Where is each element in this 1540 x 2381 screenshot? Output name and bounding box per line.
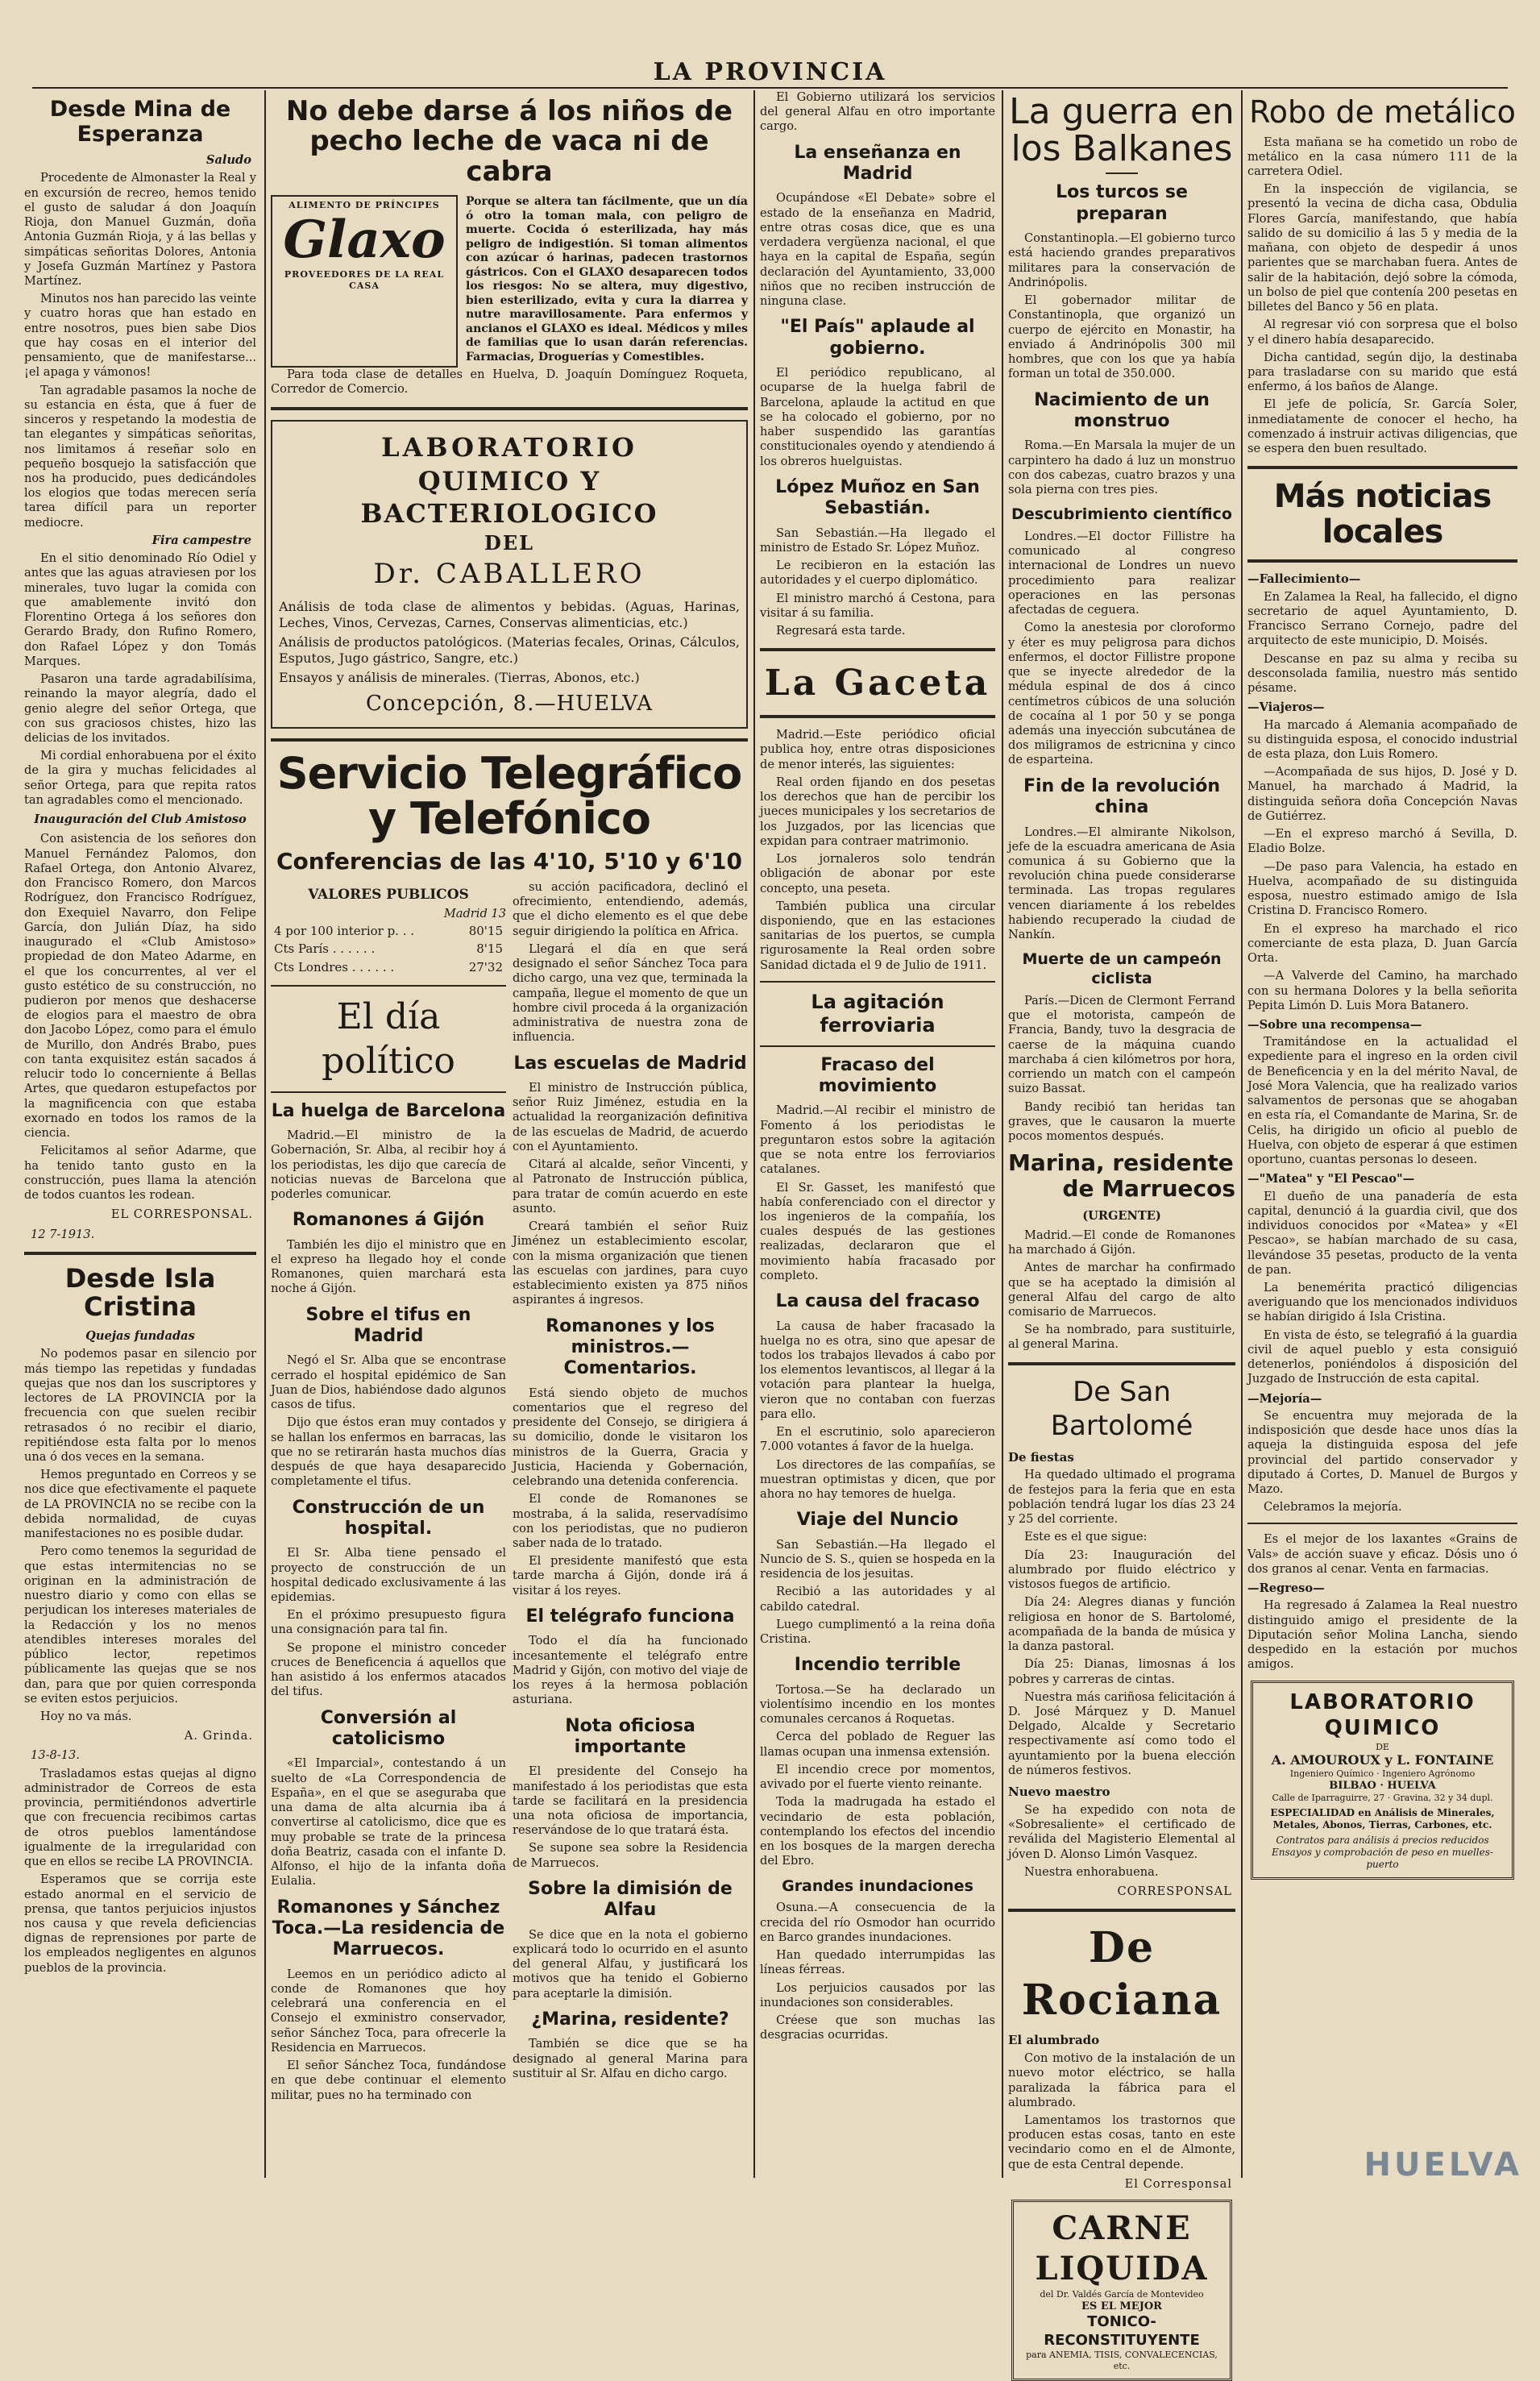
paragraph: El dueño de una panadería de esta capital, denunció á la guardia civil, que dos individuos conocidos por «Matea» y «El Pescao», se habían marchado de su casa, llevándose 35 pesetas, producto de la venta de pan.	[1247, 1189, 1517, 1277]
paragraph: Esta mañana se ha cometido un robo de metálico en la casa número 111 de la carretera Odiel.	[1247, 135, 1517, 178]
article-title: Robo de metálico	[1249, 94, 1516, 130]
lab-service: Ensayos y análisis de minerales. (Tierras, Abonos, etc.)	[279, 670, 640, 686]
paragraph: Ha marcado á Alemania acompañado de su distinguida esposa, el conocido industrial de esta plaza, don Luis Romero.	[1247, 717, 1517, 761]
section-heading: La agitación ferroviaria	[811, 990, 944, 1037]
glaxo-logo-box	[271, 195, 458, 368]
paragraph: Está siendo objeto de muchos comentarios que el regreso del presidente del Consejo, se dirigiera á su domicilio, donde le visitaron los ministros de la Guerra, Gracia y Justicia, Hacienda y Gobernación, celebrando una detenida conferencia.	[513, 1386, 748, 1489]
paragraph: Procedente de Almonaster la Real y en excursión de recreo, hemos tenido el gusto de saludar á don Joaquín Rioja, don Manuel Guzmán, doña Antonia Guzmán Rioja, y á las bellas y simpáticas señoritas Dolores, Antonia y Josefa Guzmán Martínez y Pastora Martínez.	[24, 171, 256, 288]
paragraph: Dijo que éstos eran muy contados y se hallan los enfermos en barracas, las que no se retirarán hasta muchos días después de que haya desaparecido completamente el tifus.	[271, 1415, 506, 1489]
paragraph: Felicitamos al señor Adarme, que ha tenido tanto gusto en la construcción, pues llama la atención de todos cuantos les rodean.	[24, 1144, 256, 1203]
article-title: Nacimiento de un monstruo	[1034, 389, 1210, 431]
paragraph: El jefe de policía, Sr. García Soler, inmediatamente de conocer el hecho, ha comenzado á instruir activas diligencias, que se espera den buen resultado.	[1247, 397, 1517, 456]
paragraph: Se ha nombrado, para sustituirle, al general Marina.	[1008, 1323, 1235, 1352]
paragraph: Créese que son muchas las desgracias ocurridas.	[760, 2013, 995, 2042]
section-subtitle: —"Matea" y "El Pescao"—	[1247, 1172, 1415, 1186]
article-title: Viaje del Nuncio	[796, 1510, 959, 1531]
signature: CORRESPONSAL	[1117, 1884, 1232, 1899]
paragraph: Este es el que sigue:	[1024, 1530, 1148, 1544]
valores-row	[271, 958, 506, 977]
paragraph: La causa de haber fracasado la huelga no es otra, sino que apesar de todos los trabajos llevados á cabo por los elementos levantiscos, al llegar á la votación para plantear la huelga, vieron que no contaban con fuerzas para ello.	[760, 1319, 995, 1421]
paragraph: Le recibieron en la estación las autoridades y el cuerpo diplomático.	[760, 559, 995, 588]
valores-value: 27'32	[468, 960, 503, 974]
lab-service: Análisis de toda clase de alimentos y bebidas. (Aguas, Harinas, Leches, Vinos, Cervezas, Carnes, Conservas alimenticias, etc.)	[279, 599, 740, 631]
column-divider	[264, 90, 266, 2178]
section-banner: Servicio Telegráfico y Telefónico	[276, 747, 742, 845]
article-title: Marina, residente	[1008, 1149, 1234, 1177]
divider	[1008, 1909, 1235, 1912]
section-heading: De San Bartolomé	[1050, 1375, 1193, 1443]
divider	[271, 1091, 506, 1093]
section-subtitle: —Mejoría—	[1247, 1391, 1322, 1406]
quimico-weights: Ensayos y comprobación de peso en muelles-puerto	[1272, 1847, 1493, 1871]
divider	[1008, 1362, 1235, 1365]
paragraph: —De paso para Valencia, ha estado en Huelva, acompañado de su distinguida esposa, nuestro estimado amigo de Isla Cristina D. Francisco Romero.	[1247, 859, 1517, 918]
section-subtitle: Nuevo maestro	[1008, 1785, 1110, 1800]
paragraph: Trasladamos estas quejas al digno administrador de Correos de esta provincia, permitiéndonos advertirle que con frecuencia recibimos cartas de otros pueblos lamentándose igualmente de la irregularidad con que en ellos se recibe LA PROVINCIA.	[24, 1766, 256, 1869]
watermark-text: HUELVA	[1364, 2146, 1522, 2184]
carne-liquida-advertisement	[1011, 2200, 1232, 2381]
quimico-specialty: ESPECIALIDAD en Análisis de Minerales, Metales, Abonos, Tierras, Carbones, etc.	[1270, 1807, 1495, 1831]
paragraph: Tramitándose en la actualidad el expediente para el ingreso en la orden civil de Beneficencia y en la del mérito Naval, de José Mora Valencia, que ha realizado varios salvamentos de personas que se ahogaban en esta ría, el Comandante de Marina, Sr. de Celis, ha dirigido un oficio al pueblo de Huelva, con objeto de esperar á que estimen oportuno, cuantas personas lo deseen.	[1247, 1035, 1517, 1167]
article-title: Sobre la dimisión de Alfau	[528, 1878, 733, 1921]
column-6	[1247, 90, 1517, 2178]
paragraph: Los jornaleros solo tendrán obligación de abonar por este concepto, una peseta.	[760, 852, 995, 895]
paragraph: Dicha cantidad, según dijo, la destinaba para trasladarse con su marido que está enfermo, á los baños de Alange.	[1247, 350, 1517, 394]
paragraph: —A Valverde del Camino, ha marchado con su hermana Dolores y la bella señorita Pepita Limón D. Luis Mora Batanero.	[1247, 969, 1517, 1012]
paragraph: En el próximo presupuesto figura una consignación para tal fin.	[271, 1608, 506, 1637]
paragraph: Día 24: Alegres dianas y función religiosa en honor de S. Bartolomé, acompañada de la banda de música y la danza pastoral.	[1008, 1595, 1235, 1654]
quimico-de: DE	[1376, 1741, 1389, 1752]
paragraph: En la inspección de vigilancia, se presentó la vecina de dicha casa, Obdulia Flores García, manifestando, que había salido de su domicilio á las 5 y media de la mañana, con objeto de despedir á unos parientes que se marchaban fuera. Antes de salir de la habitación, dejó sobre la cómoda, un bolso de piel que contenía 200 pesetas en billetes del Banco y 56 en plata.	[1247, 182, 1517, 314]
paragraph: Hoy no va más.	[40, 1709, 132, 1723]
quimico-laboratory-advertisement	[1251, 1681, 1514, 1880]
paragraph: El incendio crece por momentos, avivado por el fuerte viento reinante.	[760, 1762, 995, 1792]
paragraph: Todo el día ha funcionado incesantemente el telégrafo entre Madrid y Gijón, con motivo del viaje de los reyes á la hermosa población asturiana.	[513, 1634, 748, 1707]
section-subtitle: Inauguración del Club Amistoso	[34, 812, 247, 827]
article-title: Desde Isla Cristina	[64, 1262, 216, 1322]
paragraph: Los perjuicios causados por las inundaciones son considerables.	[760, 1980, 995, 2009]
section-subtitle: —Fallecimiento—	[1247, 572, 1361, 587]
paragraph: En el expreso ha marchado el rico comerciante de esta plaza, D. Juan García Orta.	[1247, 921, 1517, 966]
valores-row	[271, 940, 506, 958]
paragraph: Leemos en un periódico adicto al conde de Romanones que hoy celebrará una conferencia en el Consejo el exministro conservador, señor Sánchez Toca, para ofrecerle la Residencia en Marruecos.	[271, 1967, 506, 2055]
paragraph: Pero como tenemos la seguridad de que estas intermitencias no se originan en la administración de nuestro diario y como con ellas se perjudican los intereses materiales de la Redacción y los no menos atendibles intereses morales del público lector, repetimos públicamente las quejas que se nos dan, para que por quien corresponda se eviten estos perjuicios.	[24, 1544, 256, 1706]
article-title: López Muñoz en San Sebastián.	[775, 476, 980, 519]
paragraph: San Sebastián.—Ha llegado el ministro de Estado Sr. López Muñoz.	[760, 526, 995, 555]
paragraph: El gobernador militar de Constantinopla, que organizó un cuerpo de ejército en Monastir, ha enviado á Andrinópolis 300 mil hombres, que con los que ya había forman un total de 350.000.	[1008, 293, 1235, 381]
paragraph: Mi cordial enhorabuena por el éxito de la gira y muchas felicidades al señor Ortega, para que repita ratos tan agradables como el mencionado.	[24, 749, 256, 807]
paragraph: El Sr. Alba tiene pensado el proyecto de construcción de un hospital dedicado exclusivamente á las epidemias.	[271, 1546, 506, 1605]
paragraph: Hemos preguntado en Correos y se nos dice que efectivamente el paquete de LA PROVINCIA no se recibe con la debida normalidad, de cuyas manifestaciones no es posible dudar.	[24, 1468, 256, 1541]
quimico-engineers: Ingeniero Químico · Ingeniero Agrónomo	[1289, 1768, 1476, 1780]
paragraph: Se propone el ministro conceder cruces de Beneficencia á aquellos que han asistido á los enfermos atacados del tifus.	[271, 1640, 506, 1699]
paragraph: Cerca del poblado de Reguer las llamas ocupan una inmensa extensión.	[760, 1730, 995, 1759]
article-title: Nota oficiosa importante	[565, 1715, 695, 1757]
divider	[1247, 559, 1517, 563]
paragraph: El señor Sánchez Toca, fundándose en que debe continuar el elemento militar, pues no ha terminado con	[271, 2059, 506, 2102]
subcolumn-right	[513, 880, 748, 2106]
section-subtitle: —Viajeros—	[1247, 700, 1325, 715]
paragraph: Pasaron una tarde agradabilísima, reinando la mayor alegría, dado el genio alegre del señor Ortega, que con sus graciosos chistes, hizo las delicias de los invitados.	[24, 672, 256, 745]
article-title: El telégrafo funciona	[525, 1606, 735, 1627]
paragraph: Londres.—El doctor Fillistre ha comunicado al congreso internacional de Londres un nuevo procedimiento para realizar operaciones en las personas afectadas de ceguera.	[1008, 529, 1235, 617]
quimico-address: Calle de Iparraguirre, 27 · Gravina, 32 y 34 dupl.	[1272, 1793, 1493, 1804]
paragraph: «El Imparcial», contestando á un suelto de «La Correspondencia de España», en el que se aseguraba que una dama de alta alcurnia iba á convertirse al catolicismo, dice que es muy probable se trate de la princesa doña Beatriz, casada con el infante D. Alfonso, el hijo de la infanta doña Eulalia.	[271, 1756, 506, 1889]
paragraph: Celebramos la mejoría.	[1264, 1500, 1402, 1515]
paragraph: Ocupándose «El Debate» sobre el estado de la enseñanza en Madrid, entre otras cosas dice, que es una verdadera vergüenza nacional, el que haya en la capital de España, según declaración del Ayuntamiento, 33,000 niños que no reciben instrucción de ninguna clase.	[760, 191, 995, 309]
paragraph: Madrid.—El ministro de la Gobernación, Sr. Alba, al recibir hoy á los periodistas, les dijo que carecía de noticias nuevas de Barcelona que poderles comunicar.	[271, 1128, 506, 1202]
article-title: No debe darse á los niños de pecho leche de vaca ni de cabra	[285, 95, 733, 188]
paragraph: El ministro marchó á Cestona, para visitar á su familia.	[760, 591, 995, 620]
lab-title: LABORATORIO	[381, 431, 637, 463]
divider	[760, 648, 995, 651]
article-title: Fin de la revolución china	[1023, 775, 1221, 818]
article-title: Conversión al catolicismo	[320, 1707, 457, 1750]
carne-claim: ES EL MEJOR	[1081, 2300, 1162, 2312]
section-heading: La guerra en los Balkanes	[1009, 91, 1235, 170]
divider	[760, 1045, 995, 1047]
valores-value: 8'15	[476, 941, 503, 957]
signature: EL CORRESPONSAL.	[110, 1207, 253, 1222]
divider	[1247, 1523, 1517, 1524]
glaxo-supplier: PROVEEDORES DE LA REAL CASA	[284, 268, 445, 291]
paragraph: Creará también el señor Ruiz Jiménez un establecimiento escolar, con la misma organización que tienen las escuelas con jardines, para cuyo establecimiento existen ya 875 niños aspirantes á ingresos.	[513, 1220, 748, 1307]
paragraph: El presidente del Consejo ha manifestado á los periodistas que esta tarde se facilitará en la presidencia una nota oficiosa de importancia, reservándose de lo que tratará ésta.	[513, 1764, 748, 1838]
valores-name: 4 por 100 interior p. . .	[274, 923, 415, 938]
paragraph: El periódico republicano, al ocuparse de la huelga fabril de Barcelona, aplaude la actitud en que se ha colocado el gobierno, por no haber suspendido las garantías constitucionales oyendo y atendiendo á los obreros huelguistas.	[760, 366, 995, 468]
two-column-body	[271, 880, 748, 2106]
paragraph: Madrid.—Este periódico oficial publica hoy, entre otras disposiciones de menor interés, las siguientes:	[760, 728, 995, 771]
paragraph: Se dice que en la nota el gobierno explicará todo lo ocurrido en el asunto del general Alfau, y justificará los motivos que ha tenido el Gobierno para aceptarle la dimisión.	[513, 1927, 748, 2001]
paragraph: Con asistencia de los señores don Manuel Fernández Palomos, don Rafael Ortega, don Antonio Alvarez, don Francisco Romero, don Marcos Rodríguez, don Francisco Rodríguez, don Exequiel Navarro, don Felipe García, don Julián Díaz, ha sido inaugurado el «Club Amistoso» propiedad de don Mateo Adarme, en el que los concurrentes, al ver el gusto estético de su construcción, no pudieron por menos que deshacerse de elogios para el maestro de obra don Jacobo López, como para el émulo de Murillo, don Andrés Brabo, pues con tanta exquisitez están sacados á relucir todo lo concerniente á Bellas Artes, que quedaron estupefactos por la magnificencia con que estaba exornado en todos los ramos de la ciencia.	[24, 832, 256, 1141]
paragraph: Real orden fijando en dos pesetas los derechos que han de percibir los jueces municipales y los secretarios de los Juzgados, por las licencias que expidan para contraer matrimonio.	[760, 775, 995, 848]
section-subtitle: Saludo	[205, 153, 251, 168]
paragraph: San Sebastián.—Ha llegado el Nuncio de S. S., quien se hospeda en la residencia de los jesuitas.	[760, 1537, 995, 1581]
paragraph: Constantinopla.—El gobierno turco está haciendo grandes preparativos militares para la conservación de Andrinópolis.	[1008, 231, 1235, 289]
carne-author: del Dr. Valdés García de Montevideo	[1040, 2289, 1204, 2300]
valores-name: Cts Londres . . . . . .	[274, 960, 395, 974]
valores-name: Cts París . . . . . .	[274, 941, 376, 957]
paragraph: Regresará esta tarde.	[776, 623, 906, 638]
paragraph: Antes de marchar ha confirmado que se ha aceptado la dimisión al general Alfau del cargo de alto comisario de Marruecos.	[1008, 1261, 1235, 1319]
paragraph: También se dice que se ha designado al general Marina para sustituir al Sr. Alfau en dicho cargo.	[513, 2037, 748, 2080]
glaxo-advertisement	[271, 195, 748, 368]
paragraph: Nuestra enhorabuena.	[1024, 1864, 1159, 1879]
paragraph: Toda la madrugada ha estado el vecindario de esta población, contemplando los efectos del incendio en los bosques de la margen derecha del Ebro.	[760, 1795, 995, 1868]
article-title: Romanones á Gijón	[292, 1210, 485, 1231]
paragraph: París.—Dicen de Clermont Ferrand que el motorista, campeón de Francia, Bandy, tuvo la desgracia de caerse de la máquina cuando marchaba á cien kilómetros por hora, corriendo un match con el campeón suizo Bassat.	[1008, 993, 1235, 1096]
valores-dateline: Madrid 13	[443, 907, 506, 921]
section-subtitle: De fiestas	[1008, 1449, 1074, 1465]
section-subtitle: Quejas fundadas	[85, 1329, 195, 1344]
article-title: ¿Marina, residente?	[531, 2009, 729, 2030]
paragraph: En el escrutinio, solo aparecieron 7.000 votantes á favor de la huelga.	[760, 1425, 995, 1454]
signature: El Corresponsal	[1124, 2176, 1232, 2191]
paragraph: Nuestra más cariñosa felicitación á D. José Márquez y D. Manuel Delgado, Alcalde y Secretario respectivamente así como todo el ayuntamiento por la buena elección de números festivos.	[1008, 1689, 1235, 1777]
paragraph: —En el expreso marchó á Sevilla, D. Eladio Bolze.	[1247, 827, 1517, 856]
article-title: Las escuelas de Madrid	[513, 1053, 747, 1074]
carne-footer: para ANEMIA, TISIS, CONVALECENCIAS, etc.	[1026, 2350, 1218, 2371]
paragraph: Porque se altera tan fácilmente, que un día ó otro la toman mala, con peligro de muerte. Cocida ó esterilizada, hay más peligro de indigestión. Si toman alimentos con azúcar ó harinas, padecen trastornos gástricos. Con el GLAXO desaparecen todos los riesgos: No se altera, muy digestivo, bien esterilizado, evita y cura la diarrea y nutre maravillosamente. Para enfermos y ancianos el GLAXO es ideal. Médicos y miles de familias que lo usan darán referencias. Farmacias, Droguerías y Comestibles.	[466, 195, 748, 364]
quimico-cities: BILBAO · HUELVA	[1329, 1780, 1436, 1793]
paragraph: Han quedado interrumpidas las líneas férreas.	[760, 1948, 995, 1977]
paragraph: Con motivo de la instalación de un nuevo motor eléctrico, se halla paralizada la fábrica para el alumbrado.	[1008, 2051, 1235, 2109]
paragraph: Día 25: Dianas, limosnas á los pobres y carreras de cintas.	[1008, 1657, 1235, 1686]
section-heading: La Gaceta	[764, 663, 991, 704]
column-4	[760, 90, 995, 2178]
article-title: Incendio terrible	[794, 1655, 961, 1676]
paragraph: Esperamos que se corrija este estado anormal en el servicio de prensa, que tantos perjuicios injustos nos causa y que revela deficiencias dignas de reprensiones por parte de los empleados negligentes en algunos pueblos de la provincia.	[24, 1872, 256, 1975]
paragraph: Tan agradable pasamos la noche de su estancia en ésta, que á fuer de sinceros y respetando la modestia de tan elegantes y simpáticas señoritas, nos limitamos á reseñar solo en pequeño bosquejo la satisfacción que nos ha producido, pues dedicándoles los elogios que todas merecen sería tarea difícil para un reporter mediocre.	[24, 383, 256, 530]
paragraph: Madrid.—Al recibir el ministro de Fomento á los periodistas le preguntaron estos sobre la agitación que se nota entre los ferroviarios catalanes.	[760, 1103, 995, 1177]
quimico-contracts: Contratos para análisis á precios reducidos	[1276, 1835, 1489, 1847]
lab-service: Análisis de productos patológicos. (Materias fecales, Orinas, Cálculos, Esputos, Jugo gástrico, Sangre, etc.)	[279, 634, 740, 667]
paragraph: Lamentamos los trastornos que producen estas cosas, tanto en este vecindario como en el de Almonte, que de esta Central depende.	[1008, 2113, 1235, 2171]
paragraph: Roma.—En Marsala la mujer de un carpintero ha dado á luz un monstruo con dos cabezas, cuatro brazos y una sola pierna con tres pies.	[1008, 438, 1235, 497]
section-subtitle: El alumbrado	[1008, 2033, 1100, 2048]
paragraph: Negó el Sr. Alba que se encontrase cerrado el hospital epidémico de San Juan de Dios, habiéndose dado algunos casos de tifus.	[271, 1353, 506, 1412]
divider	[760, 715, 995, 718]
lab-subtitle: QUIMICO Y BACTERIOLOGICO	[360, 465, 658, 529]
signature: A. Grinda.	[184, 1729, 253, 1743]
paragraph: Día 23: Inauguración del alumbrado por fluido eléctrico y vistosos fuegos de artificio.	[1008, 1548, 1235, 1592]
section-heading: El día político	[322, 995, 455, 1082]
glaxo-logo: Glaxo	[283, 209, 446, 270]
article-title: Romanones y los ministros.—Comentarios.	[546, 1315, 715, 1379]
paragraph: No podemos pasar en silencio por más tiempo las repetidas y fundadas quejas que nos dan los suscriptores y lectores de LA PROVINCIA por la frecuencia con que suelen recibir retrasados ó no recibir el diario, repitiéndose esta falta por lo menos una ó dos veces en la semana.	[24, 1347, 256, 1464]
lab-doctor: Dr. CABALLERO	[373, 557, 645, 590]
carne-title: CARNE LIQUIDA	[1035, 2209, 1209, 2288]
paragraph: En el sitio denominado Río Odiel y antes que las aguas atraviesen por los minerales, tuvo lugar la comida con que amablemente invitó don Florentino Ortega á los señores don Gerardo Brady, don Rufino Romero, don Rafael López y don Tomás Marques.	[24, 551, 256, 668]
paragraph: Llegará el día en que será designado el señor Sánchez Toca para dicho cargo, una vez que, terminada la campaña, llegue el momento de que un hombre civil proceda á la organización administrativa de nuestra zona de influencia.	[513, 941, 748, 1045]
paragraph: Los directores de las compañías, se muestran optimistas y dicen, que por ahora no hay temores de huelga.	[760, 1457, 995, 1502]
valores-title: VALORES PUBLICOS	[308, 887, 469, 904]
paragraph: El Sr. Gasset, les manifestó que había conferenciado con el director y los ingenieros de la compañía, los cuales después de las gestiones realizadas, declararon que el movimiento había fracasado por completo.	[760, 1180, 995, 1282]
subcolumn-left	[271, 880, 506, 2106]
section-subbanner: Conferencias de las 4'10, 5'10 y 6'10	[276, 848, 742, 875]
paragraph: El Gobierno utilizará los servicios del general Alfau en otro importante cargo.	[760, 90, 995, 134]
article-title: "El País" aplaude al gobierno.	[780, 317, 975, 359]
paragraph: Madrid.—El conde de Romanones ha marchado á Gijón.	[1008, 1228, 1235, 1257]
valores-value: 80'15	[468, 923, 503, 938]
paragraph: Citará al alcalde, señor Vincenti, y al Patronato de Instrucción pública, para tratar de común acuerdo en este asunto.	[513, 1157, 748, 1215]
paragraph: La benemérita practicó diligencias averiguando que los mencionados individuos se habían dirigido á Isla Cristina.	[1247, 1280, 1517, 1324]
column-1	[24, 90, 256, 2178]
divider	[1247, 466, 1517, 469]
paragraph: Para toda clase de detalles en Huelva, D. Joaquín Domínguez Roqueta, Corredor de Comercio.	[271, 368, 748, 397]
divider	[1106, 172, 1138, 174]
column-divider	[1002, 90, 1003, 2178]
paragraph: Como la anestesia por cloroformo y éter es muy peligrosa para dichos enfermos, el doctor Fillistre propone que se inyecte alrededor de la médula espinal de dos á cinco centímetros cúbicos de una solución de cocaína al 1 por 50 y se ponga además una inyección subcutánea de dos miligramos de estricnina y cinco de esparteina.	[1008, 621, 1235, 767]
paragraph: Ha quedado ultimado el programa de festejos para la feria que en esta población tendrá lugar los días 23 24 y 25 del corriente.	[1008, 1468, 1235, 1527]
lab-address: Concepción, 8.—HUELVA	[365, 692, 654, 717]
article-title: de Marruecos	[1062, 1175, 1235, 1203]
paragraph: Descanse en paz su alma y reciba su desconsolada familia, nuestro más sentido pésame.	[1247, 651, 1517, 696]
glaxo-tagline: ALIMENTO DE PRÍNCIPES	[288, 200, 440, 211]
section-subtitle: —Sobre una recompensa—	[1247, 1017, 1422, 1032]
dateline: 12 7-1913.	[31, 1227, 95, 1241]
archive-watermark	[1361, 2145, 1530, 2193]
quimico-names: A. AMOUROUX y L. FONTAINE	[1271, 1752, 1494, 1768]
article-title: Desde Mina de Esperanza	[49, 97, 231, 148]
paragraph: Se supone sea sobre la Residencia de Marruecos.	[513, 1841, 748, 1870]
article-title: Muerte de un campeón ciclista	[1022, 950, 1222, 988]
divider	[271, 738, 748, 742]
paragraph: Luego cumplimentó a la reina doña Cristina.	[760, 1617, 995, 1647]
article-title: La enseñanza en Madrid	[794, 142, 961, 185]
column-divider	[1241, 90, 1243, 2178]
paragraph: También les dijo el ministro que en el expreso ha llegado hoy el conde Romanones, quien marchará esta noche á Gijón.	[271, 1237, 506, 1296]
section-subtitle: Fira campestre	[152, 533, 251, 547]
section-heading: Más noticias locales	[1273, 478, 1492, 551]
article-title: Fracaso del movimiento	[818, 1054, 937, 1096]
article-title: La causa del fracaso	[775, 1291, 980, 1312]
paragraph: —Acompañada de sus hijos, D. José y D. Manuel, ha marchado á Madrid, la distinguida señora doña Concepción Navas de Gutiérrez.	[1247, 765, 1517, 823]
column-2	[271, 90, 748, 2178]
article-title: Grandes inundaciones	[782, 1876, 973, 1895]
paragraph: En Zalamea la Real, ha fallecido, el digno secretario de aquel Ayuntamiento, D. Francisco Serrano Cornejo, padre del arquitecto de este municipio, D. Moisés.	[1247, 589, 1517, 648]
section-heading: De Rociana	[1021, 1923, 1222, 2026]
paragraph: Tortosa.—Se ha declarado un violentísimo incendio en los montes comunales cercanos á Roquetas.	[760, 1682, 995, 1727]
newspaper-title: LA PROVINCIA	[653, 58, 887, 86]
paragraph: Bandy recibió tan heridas tan graves, que le causaron la muerte pocos momentos después.	[1008, 1099, 1235, 1143]
article-title: Los turcos se preparan	[1056, 182, 1188, 224]
divider	[271, 407, 748, 410]
paragraph: Es el mejor de los laxantes «Grains de Vals» de acción suave y eficaz. Dósis uno ó dos granos al cenar. Venta en farmacias.	[1247, 1532, 1517, 1576]
divider	[24, 1252, 256, 1255]
article-title: Sobre el tifus en Madrid	[305, 1304, 471, 1347]
paragraph: El ministro de Instrucción pública, señor Ruiz Jiménez, estudia en la actualidad la reorganización definitiva de las escuelas de Madrid, de acuerdo con el Ayuntamiento.	[513, 1080, 748, 1153]
quimico-title: LABORATORIO QUIMICO	[1289, 1689, 1476, 1741]
article-title: La huelga de Barcelona	[271, 1100, 506, 1121]
paragraph: El presidente manifestó que esta tarde marcha á Gijón, donde irá á visitar á los reyes.	[513, 1554, 748, 1598]
valores-row	[271, 922, 506, 941]
paragraph: Osuna.—A consecuencia de la crecida del río Osmodor han ocurrido en Barco grandes inundaciones.	[760, 1901, 995, 1944]
paragraph: Minutos nos han parecido las veinte y cuatro horas que han estado en entre nosotros, pues bien sabe Dios que hay cosas en el interior del pensamiento, que de manifestarse... ¡el apaga y vámonos!	[24, 292, 256, 380]
paragraph: También publica una circular disponiendo, que en las estaciones sanitarias de los puertos, se cumpla rigurosamente la Real orden sobre Sanidad dictada el 9 de Julio de 1911.	[760, 899, 995, 972]
section-subtitle: —Regreso—	[1247, 1581, 1325, 1596]
paragraph: En vista de ésto, se telegrafió á la guardia civil de aquel pueblo y esta consiguió detenerlos, poniéndolos á disposición del Juzgado de Instrucción de esta capital.	[1247, 1328, 1517, 1386]
laboratory-advertisement	[271, 420, 748, 729]
paragraph: Recibió a las autoridades y al cabildo catedral.	[760, 1585, 995, 1614]
dateline: 13-8-13.	[31, 1748, 80, 1763]
paragraph: Se ha expedido con nota de «Sobresaliente» el certificado de reválida del Magisterio Elemental al jóven D. Alonso Limón Vasquez.	[1008, 1802, 1235, 1861]
lab-del: DEL	[484, 530, 534, 555]
paragraph: El conde de Romanones se mostraba, á la salida, reservadísimo con los periodistas, que no pudieron saber nada de lo tratado.	[513, 1492, 748, 1551]
article-title: Descubrimiento científico	[1011, 505, 1232, 524]
paragraph: Al regresar vió con sorpresa que el bolso y el dinero había desaparecido.	[1247, 318, 1517, 347]
paragraph: Se encuentra muy mejorada de la indisposición que desde hace unos días la aqueja la distinguida esposa del jefe provincial del partido conservador y diputado á Cortes, D. Manuel de Burgos y Mazo.	[1247, 1408, 1517, 1497]
urgent-label: (URGENTE)	[1082, 1208, 1161, 1223]
valores-table	[271, 922, 506, 977]
paragraph: Londres.—El almirante Nikolson, jefe de la escuadra americana de Asia comunica á su Gobierno que la revolución china puede considerarse terminada. Las tropas regulares vencen diariamente á los rebeldes habiendo recuperado la ciudad de Nankín.	[1008, 825, 1235, 942]
paragraph: su acción pacificadora, declinó el ofrecimiento, entendiendo, además, que el dicho elemento es el que debe seguir dirigiendo la política en Africa.	[513, 880, 748, 938]
page-header	[32, 55, 1508, 89]
article-title: Romanones y Sánchez Toca.—La residencia de Marruecos.	[272, 1897, 505, 1960]
divider	[760, 981, 995, 983]
divider	[271, 985, 506, 987]
paragraph: Ha regresado á Zalamea la Real nuestro distinguido amigo el presidente de la Diputación señor Molina Lancha, siendo despedido en la estación por muchos amigos.	[1247, 1598, 1517, 1672]
glaxo-copy	[466, 195, 748, 368]
carne-tonic: TONICO-RECONSTITUYENTE	[1044, 2313, 1200, 2349]
column-divider	[753, 90, 755, 2178]
article-title: Construcción de un hospital.	[292, 1497, 485, 1539]
column-5	[1008, 90, 1235, 2371]
